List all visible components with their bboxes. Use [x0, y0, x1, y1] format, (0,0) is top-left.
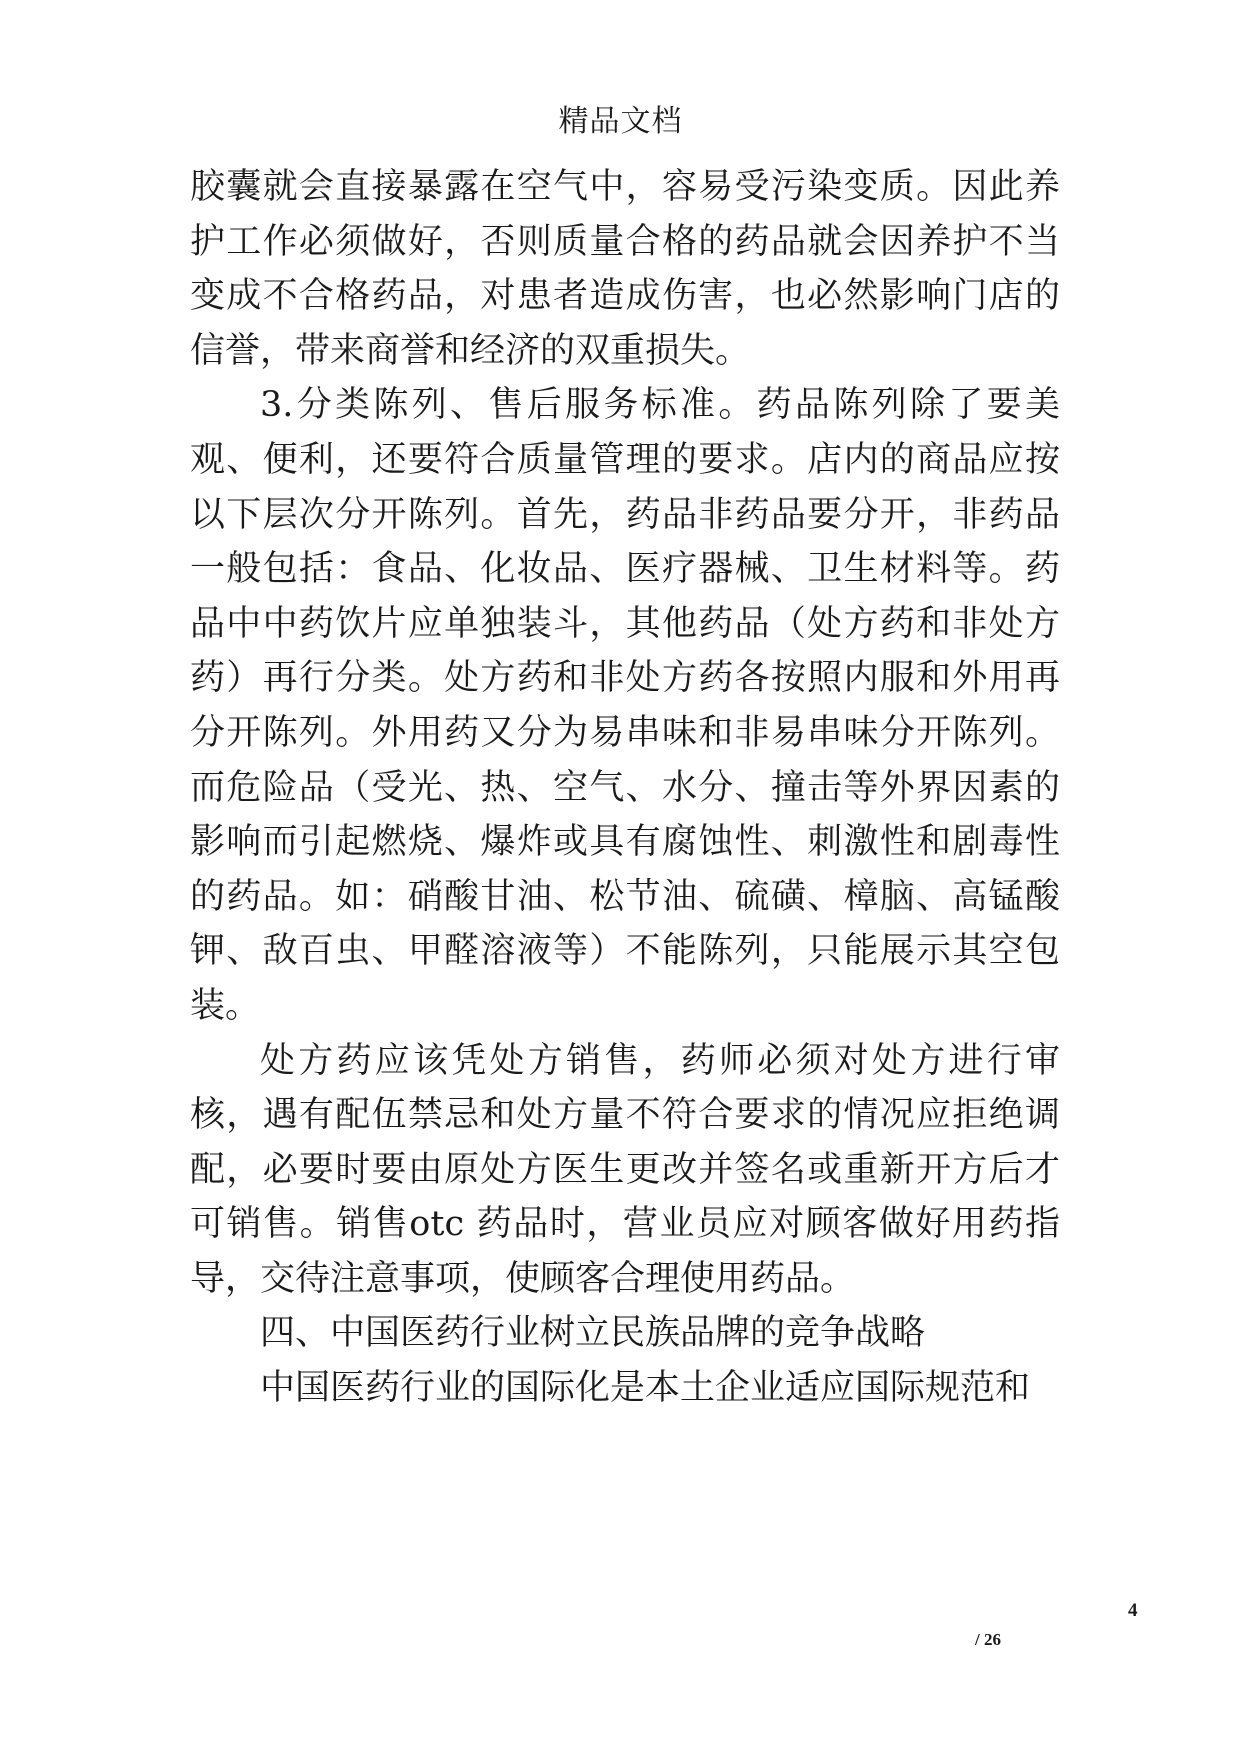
- section-heading: 四、中国医药行业树立民族品牌的竞争战略: [260, 1313, 926, 1354]
- paragraph-continuation: 胶囊就会直接暴露在空气中，容易受污染变质。因此养护工作必须做好，否则质量合格的药品就会因养护不当变成不合格药品，对患者造成伤害，也必然影响门店的信誉，带来商誉和经济的双重损失。: [190, 167, 1060, 371]
- paragraph-internationalization: 中国医药行业的国际化是本土企业适应国际规范和: [260, 1368, 1031, 1409]
- page-number: 4: [1128, 1600, 1138, 1621]
- page-total: / 26: [975, 1630, 1001, 1649]
- document-body: [190, 160, 1060, 1416]
- paragraph-display-standards: 3.分类陈列、售后服务标准。药品陈列除了要美观、便利，还要符合质量管理的要求。店内的商品应按以下层次分开陈列。首先，药品非药品要分开，非药品一般包括：食品、化妆品、医疗器械、卫生材料等。药品中中药饮片应单独装斗，其他药品（处方药和非处方药）再行分类。处方药和非处方药各按照内服和外用再分开陈列。外用药又分为易串味和非易串味分开陈列。而危险品（受光、热、空气、水分、撞击等外界因素的影响而引起燃烧、爆炸或具有腐蚀性、刺激性和剧毒性的药品。如：硝酸甘油、松节油、硫磺、樟脑、高锰酸钾、敌百虫、甲醛溶液等）不能陈列，只能展示其空包装。: [190, 385, 1060, 1026]
- page-header: 精品文档: [558, 104, 683, 139]
- paragraph-prescription-sales: 处方药应该凭处方销售，药师必须对处方进行审核，遇有配伍禁忌和处方量不符合要求的情况应拒绝调配，必要时要由原处方医生更改并签名或重新开方后才可销售。销售otc 药品时，营业员应对顾客做好用药指导，交待注意事项，使顾客合理使用药品。: [190, 1040, 1060, 1299]
